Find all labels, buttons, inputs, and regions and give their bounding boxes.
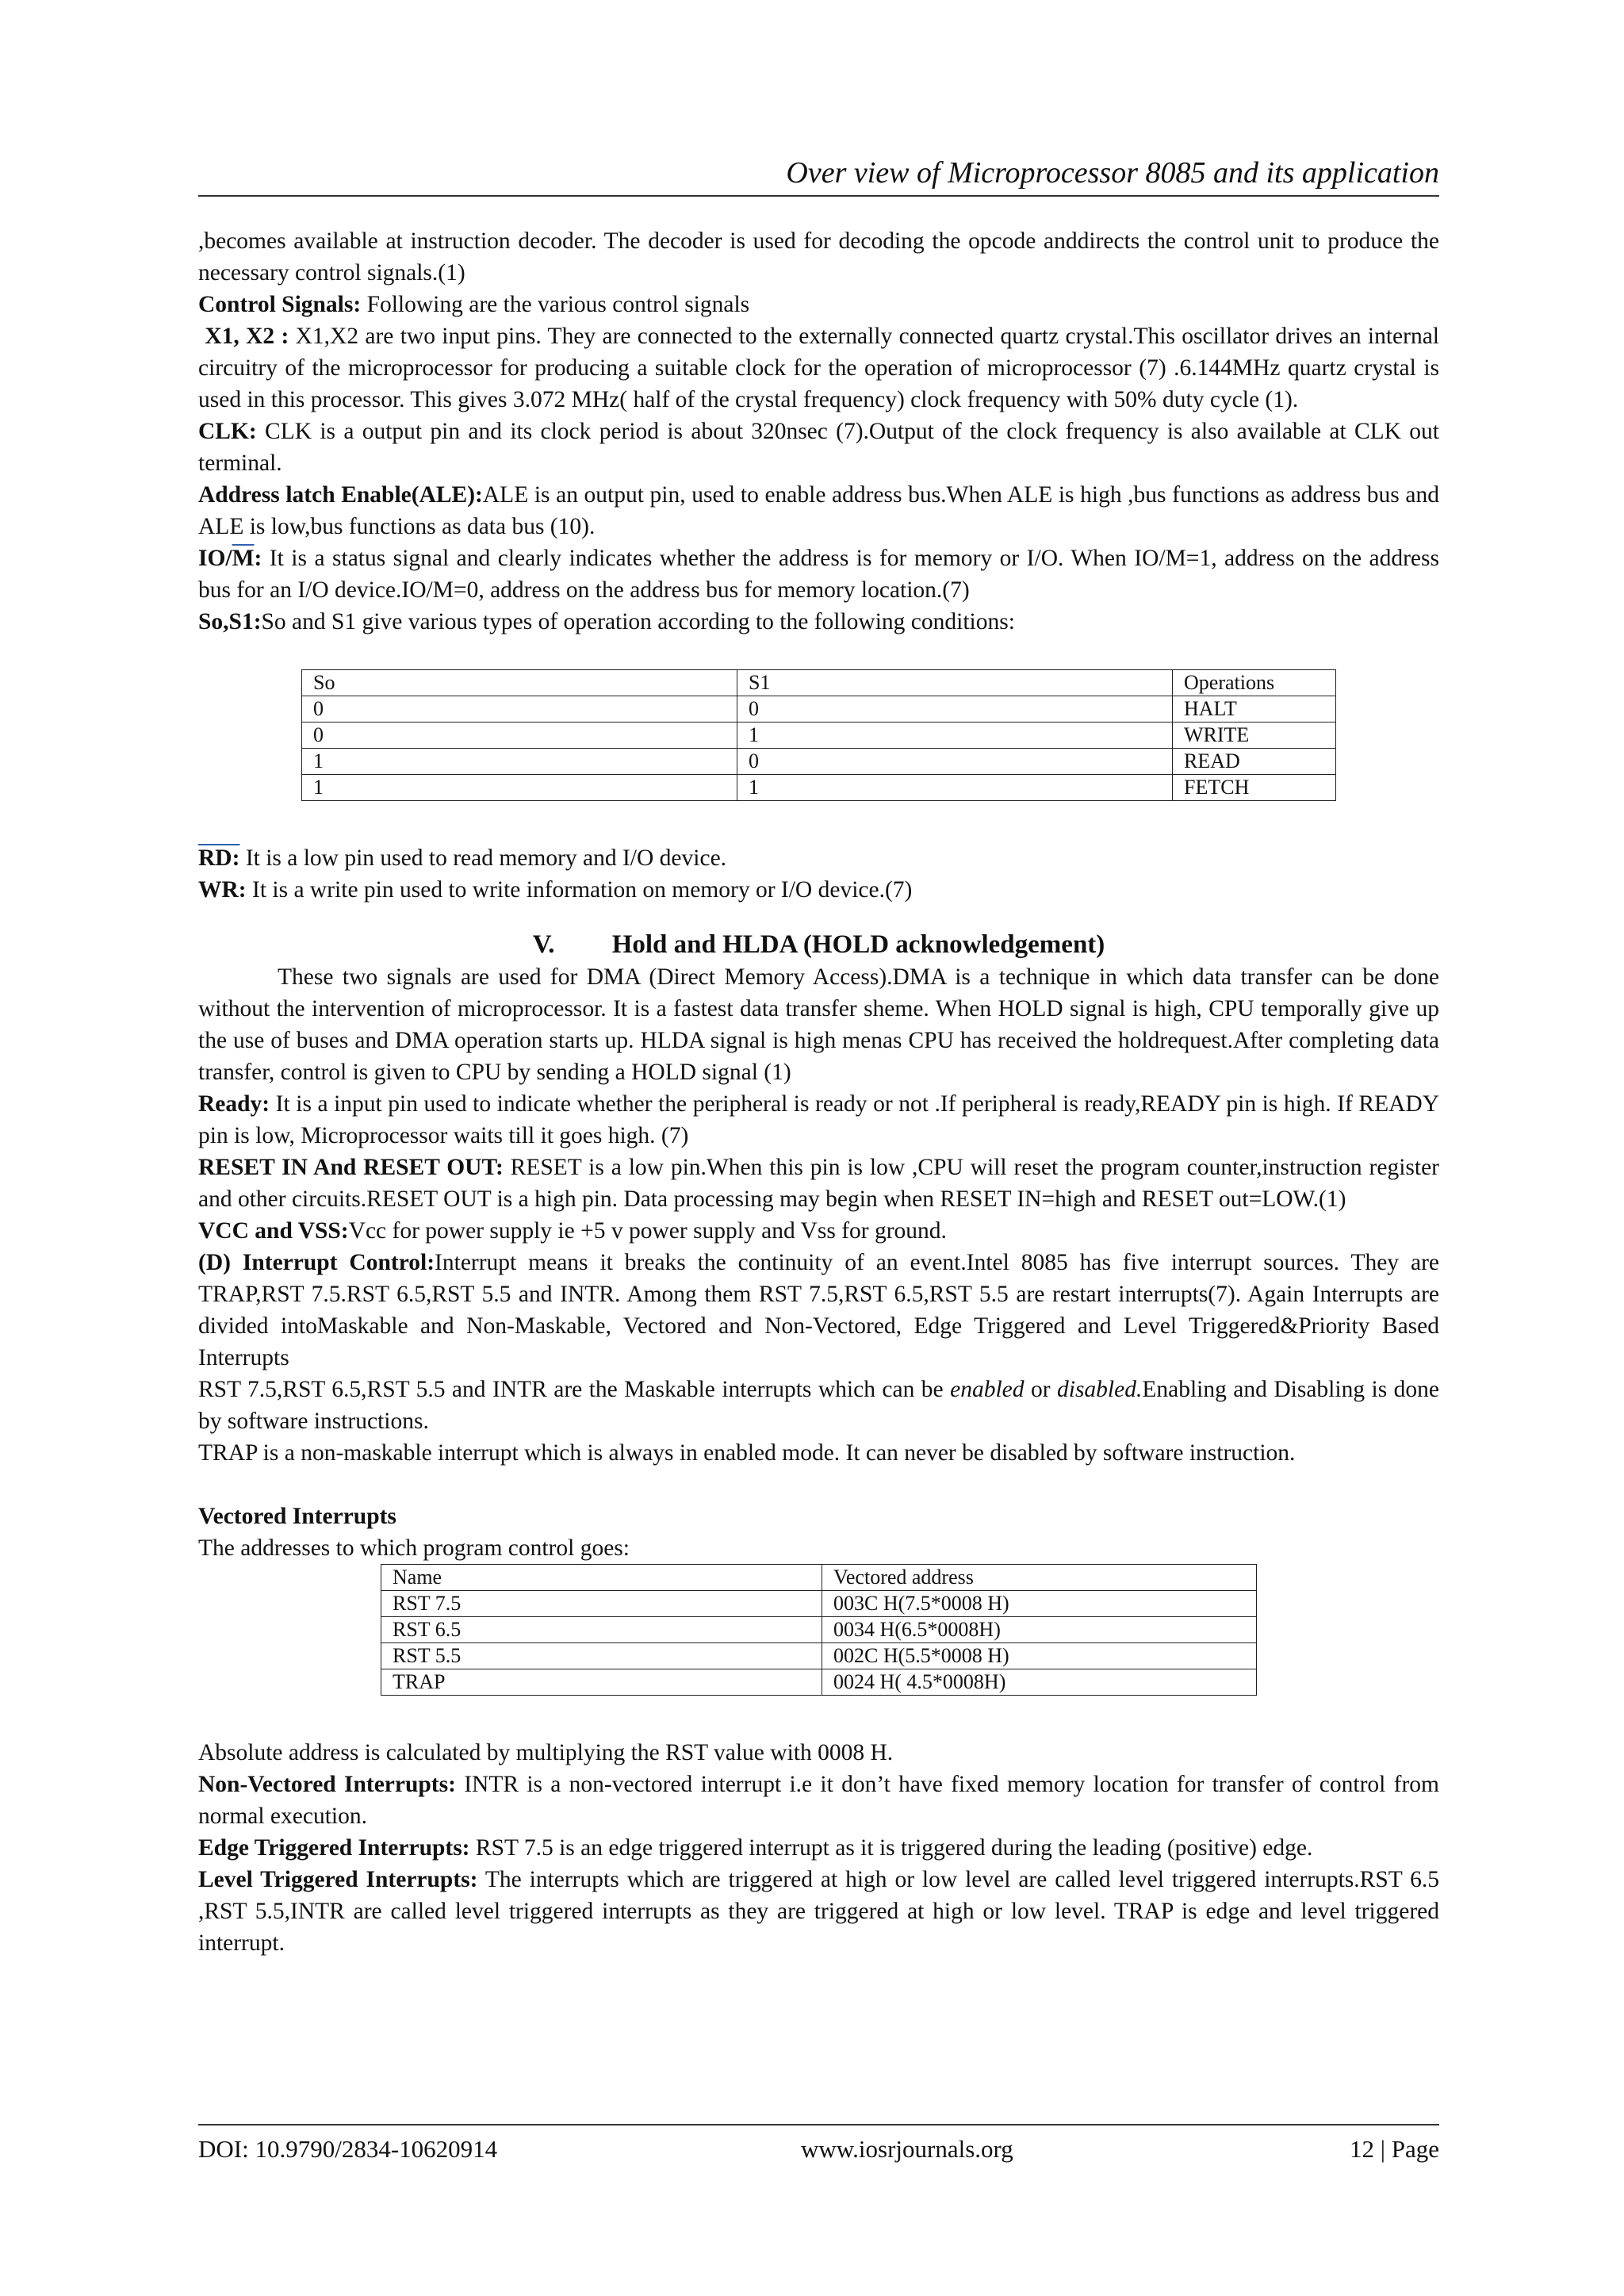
paragraph-maskable xyxy=(198,1374,1439,1437)
table-row xyxy=(302,775,1336,801)
level-label: Level Triggered Interrupts: xyxy=(198,1867,478,1892)
table-header-cell: Vectored address xyxy=(822,1565,1257,1591)
table-cell: HALT xyxy=(1173,696,1336,723)
table-cell: READ xyxy=(1173,749,1336,775)
section-title: Hold and HLDA (HOLD acknowledgement) xyxy=(611,930,1105,959)
table-cell: 002C H(5.5*0008 H) xyxy=(822,1643,1257,1669)
edge-label: Edge Triggered Interrupts: xyxy=(198,1835,470,1861)
table-cell: RST 6.5 xyxy=(381,1617,822,1643)
section-number: V. xyxy=(532,930,555,959)
interrupt-label: (D) Interrupt Control: xyxy=(198,1250,435,1275)
footer-website: www.iosrjournals.org xyxy=(801,2135,1013,2163)
table-row xyxy=(302,749,1336,775)
edge-text: RST 7.5 is an edge triggered interrupt as it is triggered during the leading (positive) edge. xyxy=(469,1835,1313,1861)
table-cell: TRAP xyxy=(381,1669,822,1696)
spacer xyxy=(198,1696,1439,1737)
table-row xyxy=(302,723,1336,749)
so-s1-text: So and S1 give various types of operation according to the following conditions: xyxy=(261,609,1015,634)
table-cell: 0 xyxy=(737,749,1173,775)
wr-text: It is a write pin used to write information on memory or I/O device.(7) xyxy=(246,877,913,903)
article-body xyxy=(198,225,1439,1959)
table-header-row xyxy=(381,1565,1257,1591)
spacer xyxy=(198,638,1439,669)
footer-doi: DOI: 10.9790/2834-10620914 xyxy=(198,2135,498,2163)
paragraph-control-signals xyxy=(198,289,1439,320)
paragraph-io-m xyxy=(198,542,1439,606)
vcc-text: Vcc for power supply ie +5 v power supply and Vss for ground. xyxy=(348,1218,947,1244)
io-m-label-io: IO/ xyxy=(198,546,232,571)
clk-text: CLK is a output pin and its clock period is about 320nsec (7).Output of the clock frequency is also available at CLK out terminal. xyxy=(198,419,1439,476)
io-m-label-colon: : xyxy=(254,546,262,571)
paragraph-absolute-address: Absolute address is calculated by multiplying the RST value with 0008 H. xyxy=(198,1740,894,1765)
non-vectored-label: Non-Vectored Interrupts: xyxy=(198,1772,456,1797)
table-cell: 003C H(7.5*0008 H) xyxy=(822,1591,1257,1617)
table-cell: 0 xyxy=(302,723,737,749)
maskable-text-b: Enabling and Disabling is done by software instructions. xyxy=(198,1377,1440,1434)
rd-text: It is a low pin used to read memory and I/O device. xyxy=(239,845,727,871)
table-cell: 1 xyxy=(737,775,1173,801)
spacer xyxy=(198,1469,1439,1501)
paragraph-ready xyxy=(198,1088,1439,1152)
paragraph-trap: TRAP is a non-maskable interrupt which is always in enabled mode. It can never be disabled by software instruction. xyxy=(198,1440,1296,1466)
table-cell: 1 xyxy=(737,723,1173,749)
rd-label: RD: xyxy=(198,845,240,871)
paragraph-reset xyxy=(198,1152,1439,1215)
table-cell: RST 5.5 xyxy=(381,1643,822,1669)
table-row xyxy=(381,1669,1257,1696)
table-cell: FETCH xyxy=(1173,775,1336,801)
table-header-cell: So xyxy=(302,670,737,696)
table-header-cell: S1 xyxy=(737,670,1173,696)
non-vectored-text: INTR is a non-vectored interrupt i.e it don’t have fixed memory location for transfer of control from normal execution. xyxy=(198,1772,1439,1829)
table-cell: WRITE xyxy=(1173,723,1336,749)
table-cell: 0034 H(6.5*0008H) xyxy=(822,1617,1257,1643)
table-row xyxy=(381,1617,1257,1643)
paragraph-rd xyxy=(198,842,1439,874)
table-cell: 1 xyxy=(302,775,737,801)
table-header-cell: Name xyxy=(381,1565,822,1591)
reset-label: RESET IN And RESET OUT: xyxy=(198,1155,504,1180)
vcc-label: VCC and VSS: xyxy=(198,1218,349,1244)
vectored-heading: Vectored Interrupts xyxy=(198,1504,396,1529)
paragraph-level-triggered xyxy=(198,1864,1439,1959)
paragraph-x1x2 xyxy=(198,320,1439,416)
footer-page-number: 12 | Page xyxy=(1350,2135,1439,2163)
maskable-text-a: RST 7.5,RST 6.5,RST 5.5 and INTR are the Maskable interrupts which can be xyxy=(198,1377,951,1402)
ale-label: Address latch Enable(ALE): xyxy=(198,482,483,508)
paragraph-interrupt-control xyxy=(198,1247,1439,1374)
wr-label: WR: xyxy=(198,877,247,903)
control-signals-text: Following are the various control signals xyxy=(361,292,750,317)
paragraph-edge-triggered xyxy=(198,1832,1439,1864)
maskable-enabled: enabled xyxy=(950,1377,1025,1402)
so-s1-label: So,S1: xyxy=(198,609,262,634)
ready-text: It is a input pin used to indicate whether the peripheral is ready or not .If peripheral is ready,READY pin is high. If READY pin is low, Microprocessor waits till it goes high. (7) xyxy=(198,1091,1439,1148)
vectored-intro: The addresses to which program control goes: xyxy=(198,1535,630,1561)
table-cell: 0 xyxy=(302,696,737,723)
paragraph-vcc xyxy=(198,1215,1439,1247)
paragraph-so-s1 xyxy=(198,606,1439,638)
header-rule xyxy=(198,195,1439,197)
table-cell: RST 7.5 xyxy=(381,1591,822,1617)
maskable-disabled: disabled. xyxy=(1057,1377,1143,1402)
table-cell: 0024 H( 4.5*0008H) xyxy=(822,1669,1257,1696)
ale-text: ALE is an output pin, used to enable address bus.When ALE is high ,bus functions as address bus and ALE is low,bus functions as data bus (10). xyxy=(198,482,1439,539)
paragraph-ale xyxy=(198,479,1439,542)
table-header-cell: Operations xyxy=(1173,670,1336,696)
paragraph-non-vectored xyxy=(198,1769,1439,1832)
table-header-row xyxy=(302,670,1336,696)
table-row xyxy=(302,696,1336,723)
io-m-label xyxy=(198,546,262,571)
maskable-or: or xyxy=(1024,1377,1057,1402)
running-header: Over view of Microprocessor 8085 and its application xyxy=(786,156,1439,190)
x1x2-label: X1, X2 : xyxy=(205,324,289,349)
reset-text: RESET is a low pin.When this pin is low ,CPU will reset the program counter,instruction register and other circuits.RESET OUT is a high pin. Data processing may begin when RESET IN=high and RESET out=LOW.(1) xyxy=(198,1155,1439,1212)
footer-rule xyxy=(198,2124,1439,2125)
status-operations-table xyxy=(301,669,1336,801)
io-m-text: It is a status signal and clearly indicates whether the address is for memory or I/O. When IO/M=1, address on the address bus for an I/O device.IO/M=0, address on the address bus for memory location.(7) xyxy=(198,546,1439,603)
table-cell: 0 xyxy=(737,696,1173,723)
x1x2-text: X1,X2 are two input pins. They are connected to the externally connected quartz crystal.This oscillator drives an internal circuitry of the microprocessor for producing a suitable clock for the operation of microprocessor (7) .6.144MHz quartz crystal is used in this processor. This gives 3.072 MHz( half of the crystal frequency) clock frequency with 50% duty cycle (1). xyxy=(198,324,1439,412)
paragraph-wr xyxy=(198,874,1439,906)
paragraph-hold: These two signals are used for DMA (Direct Memory Access).DMA is a technique in which data transfer can be done without the intervention of microprocessor. It is a fastest data transfer sheme. When HOLD signal is high, CPU temporally give up the use of buses and DMA operation starts up. HLDA signal is high menas CPU has received the holdrequest.After completing data transfer, control is given to CPU by sending a HOLD signal (1) xyxy=(198,964,1439,1085)
table-cell: 1 xyxy=(302,749,737,775)
ready-label: Ready: xyxy=(198,1091,270,1117)
paragraph-clk xyxy=(198,416,1439,479)
table-row xyxy=(381,1591,1257,1617)
vectored-address-table xyxy=(381,1564,1257,1696)
clk-label: CLK: xyxy=(198,419,257,444)
control-signals-label: Control Signals: xyxy=(198,292,362,317)
spacer xyxy=(198,801,1439,842)
table-row xyxy=(381,1643,1257,1669)
section-heading xyxy=(198,928,1439,961)
level-text: The interrupts which are triggered at high or low level are called level triggered interrupts.RST 6.5 ,RST 5.5,INTR are called level triggered interrupts as they are triggered at high or low level. TRAP is edge and level triggered interrupt. xyxy=(198,1867,1440,1956)
paragraph-decoder: ,becomes available at instruction decoder. The decoder is used for decoding the opcode anddirects the control unit to produce the necessary control signals.(1) xyxy=(198,228,1439,286)
interrupt-text: Interrupt means it breaks the continuity of an event.Intel 8085 has five interrupt sources. They are TRAP,RST 7.5.RST 6.5,RST 5.5 and INTR. Among them RST 7.5,RST 6.5,RST 5.5 are restart interrupts(7). Again Interrupts are divided intoMaskable and Non-Maskable, Vectored and Non-Vectored, Edge Triggered and Level Triggered&Priority Based Interrupts xyxy=(198,1250,1439,1370)
io-m-label-m: $\overline{M}$ xyxy=(232,546,255,571)
spacer xyxy=(198,906,1439,928)
